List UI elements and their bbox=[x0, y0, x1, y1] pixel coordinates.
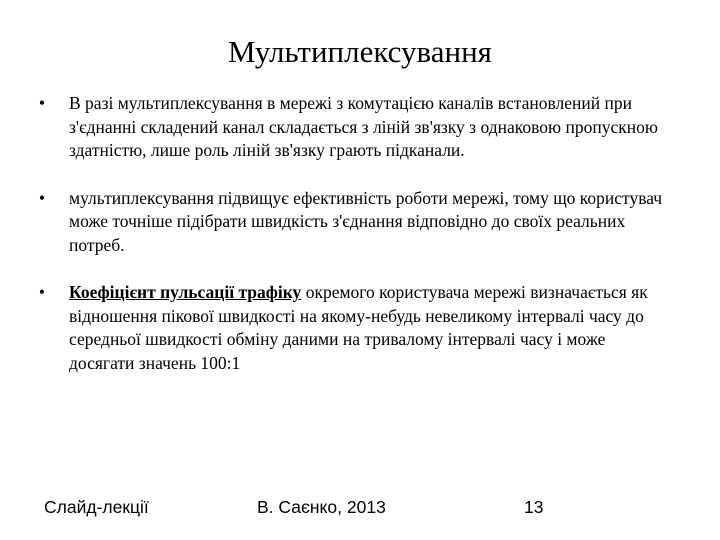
bullet-list bbox=[32, 92, 672, 399]
bullet-text: окремого користувача мережі визначається як відношення пікової швидкості на якому-небудь невеликому інтервалі часу до середньої швидкості обміну даними на тривалому інтервалі часу і може досягати значень 100:1 bbox=[69, 282, 648, 373]
bullet-item bbox=[32, 187, 672, 258]
bullet-item bbox=[32, 281, 672, 375]
bullet-icon: • bbox=[38, 282, 46, 302]
footer-source: Слайд-лекції bbox=[44, 497, 149, 517]
footer-author: В. Саєнко, 2013 bbox=[257, 497, 386, 517]
bullet-icon: • bbox=[38, 93, 46, 113]
slide-title: Мультиплексування bbox=[228, 34, 492, 69]
page-number: 13 bbox=[524, 497, 544, 517]
bullet-text: В разі мультиплексування в мережі з комутацією каналів встановлений при з'єднанні складений канал складається з ліній зв'язку з однаковою пропускною здатністю, лише роль ліній зв'язку грають підканали. bbox=[69, 93, 658, 160]
bullet-text: мультиплексування підвищує ефективність роботи мережі, тому що користувач може точніше підібрати швидкість з'єднання відповідно до своїх реальних потреб. bbox=[69, 187, 663, 255]
bullet-term: Коефіцієнт пульсації трафіку bbox=[69, 282, 302, 302]
bullet-icon: • bbox=[38, 187, 46, 208]
bullet-item bbox=[32, 92, 672, 163]
